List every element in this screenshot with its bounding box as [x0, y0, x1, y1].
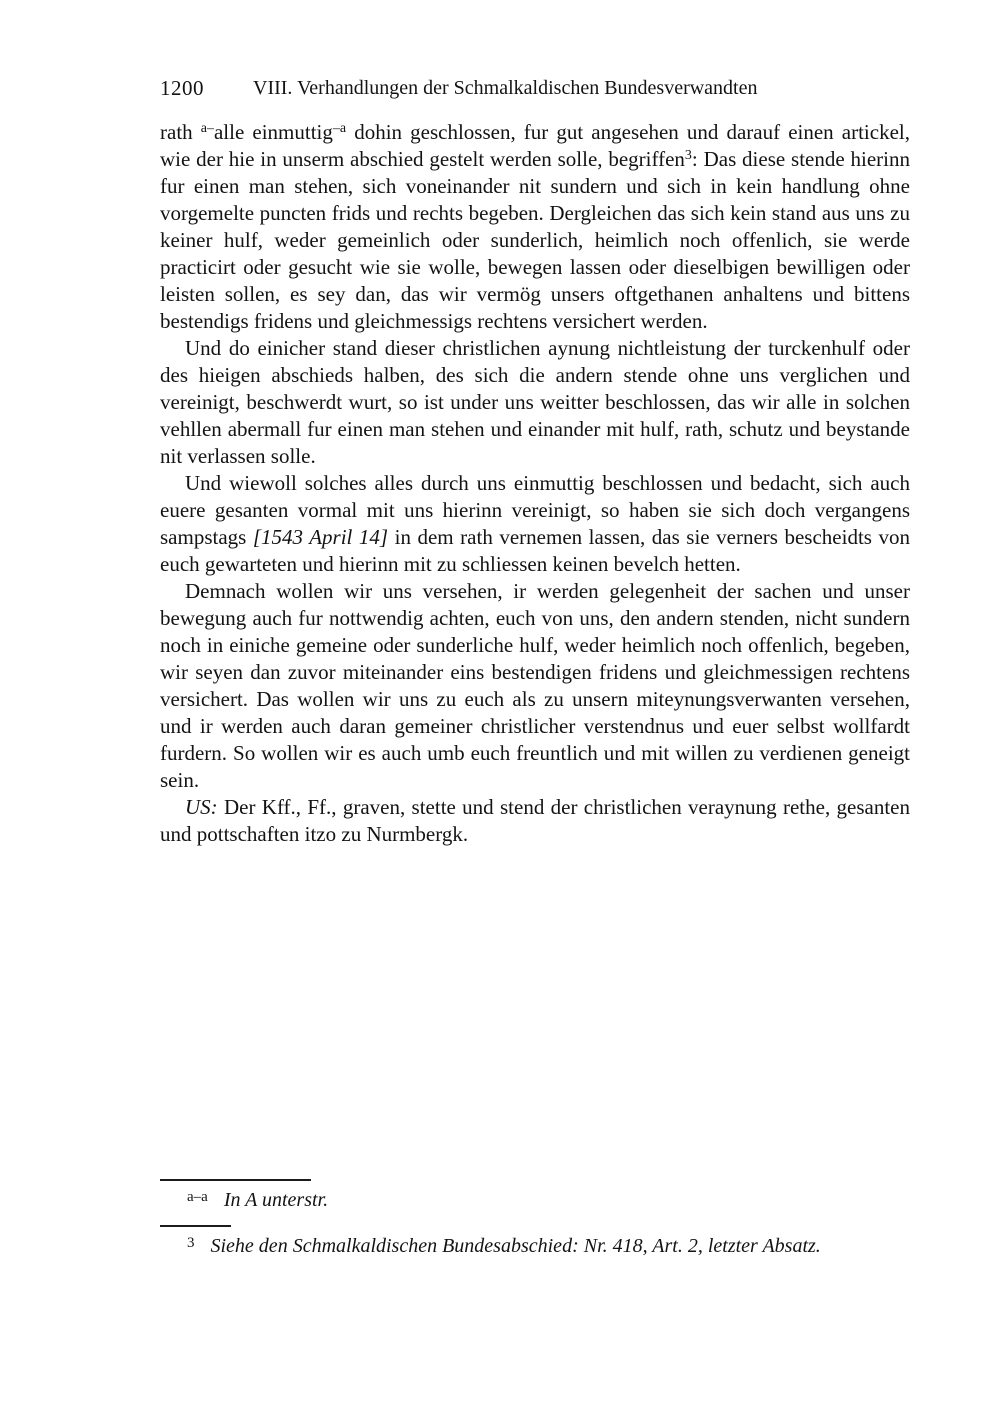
page-header: [160, 76, 910, 106]
footnote-line: [160, 1185, 910, 1212]
running-title: VIII. Verhandlungen der Schmalkaldischen Bundesverwandten: [253, 77, 758, 99]
text-segment: dohin geschlossen, fur gut angesehen und darauf einen artickel, wie der hie in unserm abschied gestelt werden solle, begriffen: [160, 120, 910, 171]
text-segment: rath: [160, 120, 201, 144]
body-text: [160, 119, 910, 848]
italic-text: US:: [185, 795, 218, 819]
text-segment: alle einmuttig: [213, 120, 333, 144]
footnote-reference: a–: [200, 121, 214, 136]
text-segment: Und do einicher stand dieser christlichen aynung nichtleistung der turckenhulf oder des hieigen abschieds halben, des sich die andern stende ohne uns verglichen und vereinigt, beschwerdt wurt, so ist under uns weitter beschlossen, das wir alle in solchen vehllen abermall fur einen man stehen und einander mit hulf, rath, schutz und beystande nit verlassen solle.: [160, 336, 910, 468]
footnotes: [160, 1179, 910, 1271]
body-paragraph: [160, 335, 910, 470]
footnote-marker: a–a: [187, 1189, 208, 1205]
footnote: [160, 1225, 910, 1258]
italic-text: [1543 April 14]: [252, 525, 389, 549]
footnote-rule: [160, 1225, 231, 1227]
body-paragraph: [160, 119, 910, 335]
text-segment: Der Kff., Ff., graven, stette und stend der christlichen veraynung rethe, gesanten und pottschaften itzo zu Nurmbergk.: [160, 795, 910, 846]
page-number: 1200: [160, 76, 204, 100]
footnote: [160, 1179, 910, 1212]
text-segment: Demnach wollen wir uns versehen, ir werden gelegenheit der sachen und unser bewegung auch fur nottwendig achten, euch von uns, den andern stenden, nicht sundern noch in einiche gemeine oder sunderliche hulf, weder heimlich noch offenlich, begeben, wir seyen dan zuvor miteinander eins bestendigen fridens und gleichmessigen rechtens versichert. Das wollen wir uns zu euch als zu unsern miteynungsverwanten versehen, und ir werden auch daran gemeiner christlicher verstendnus und euer selbst wollfardt furdern. So wollen wir es auch umb euch freuntlich und mit willen zu verdienen geneigt sein.: [160, 579, 910, 792]
body-paragraph: [160, 578, 910, 794]
footnote-line: [160, 1231, 910, 1258]
footnote-text: In A unterstr.: [223, 1189, 329, 1211]
body-paragraph: [160, 470, 910, 578]
footnote-marker: 3: [187, 1235, 195, 1251]
footnote-text: Siehe den Schmalkaldischen Bundesabschied: Nr. 418, Art. 2, letzter Absatz.: [210, 1235, 821, 1257]
text-segment: in dem rath vernemen lassen, das sie verners bescheidts von euch gewarteten und hierinn mit zu schliessen keinen bevelch hetten.: [160, 525, 910, 576]
text-segment: Und wiewoll solches alles durch uns einmuttig beschlossen und bedacht, sich auch euere gesanten vormal mit uns hierinn vereinigt, so haben sie sich doch vergangens sampstags: [160, 471, 910, 549]
text-segment: : Das diese stende hierinn fur einen man stehen, sich voneinander nit sundern und sich in kein handlung ohne vorgemelte puncten frids und rechts begeben. Dergleichen das sich kein stand aus uns zu keiner hulf, weder gemeinlich oder sunderlich, heimlich noch offenlich, sie werde practicirt oder gesucht wie sie wolle, bewegen lassen oder dieselbigen bewilligen oder leisten sollen, es sey dan, das wir vermög unsers oftgethanen anhaltens und bittens bestendigs fridens und gleichmessigs rechtens versichert werden.: [160, 147, 910, 333]
footnote-rule: [160, 1179, 311, 1181]
footnote-reference: 3: [684, 148, 692, 163]
footnote-reference: –a: [332, 121, 347, 136]
body-paragraph: [160, 794, 910, 848]
